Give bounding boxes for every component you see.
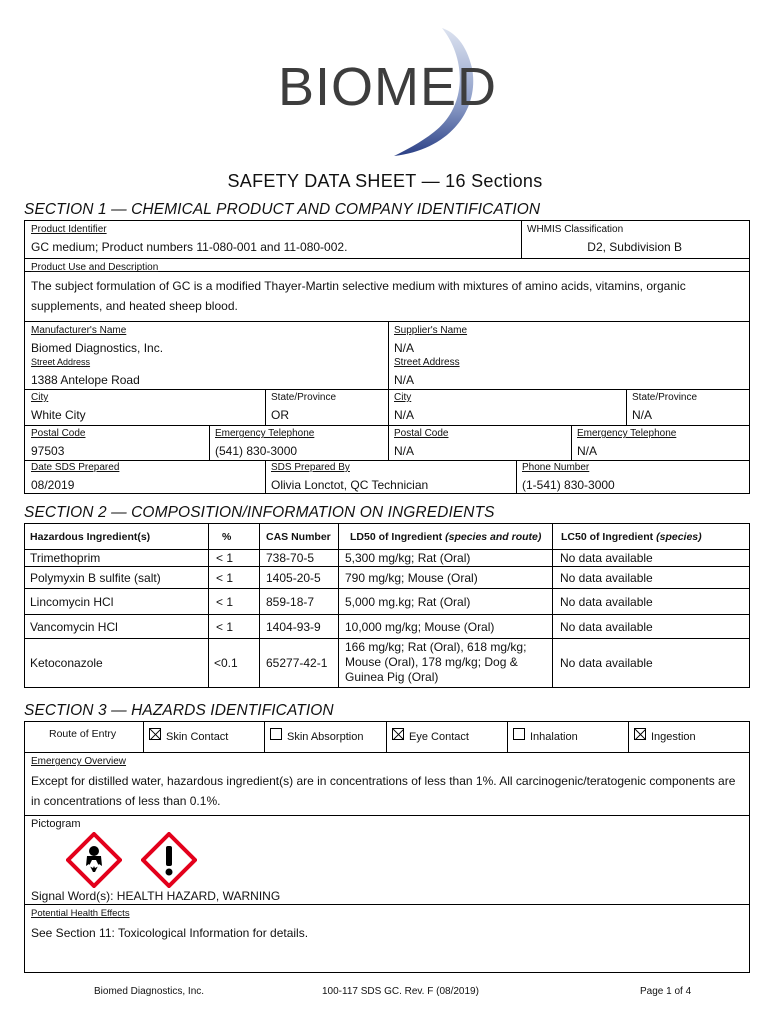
ingredient-name: Polymyxin B sulfite (salt) (30, 571, 161, 585)
ingredient-percent: < 1 (216, 595, 234, 609)
emergency-overview-label: Emergency Overview (31, 756, 127, 767)
header-lc50: LC50 of Ingredient (species) (561, 531, 702, 543)
supplier-state-label: State/Province (632, 392, 698, 403)
supplier-emergency-value: N/A (577, 444, 598, 458)
pictogram-label: Pictogram (31, 818, 81, 830)
biomed-logo (244, 28, 534, 158)
ingredient-percent: <0.1 (214, 656, 238, 670)
route-of-entry-label: Route of Entry (49, 728, 117, 740)
whmis-label: WHMIS Classification (527, 224, 624, 235)
prepared-by-value: Olivia Lonctot, QC Technician (271, 478, 429, 492)
section-3-heading: SECTION 3 — HAZARDS IDENTIFICATION (24, 702, 334, 719)
skin-contact-label: Skin Contact (166, 731, 229, 743)
ingredient-lc50: No data available (560, 620, 653, 634)
section-2-heading: SECTION 2 — COMPOSITION/INFORMATION ON INGREDIENTS (24, 504, 495, 521)
ingredient-cas: 738-70-5 (266, 551, 315, 565)
state-label: State/Province (271, 392, 337, 403)
skin-contact-checkbox[interactable] (149, 728, 161, 740)
exclamation-mark-icon (141, 832, 197, 888)
ingredient-percent: < 1 (216, 571, 234, 585)
supplier-emergency-label: Emergency Telephone (577, 428, 677, 439)
potential-health-effects-label: Potential Health Effects (31, 908, 130, 919)
supplier-postal-label: Postal Code (394, 428, 449, 439)
product-use-label: Product Use and Description (31, 262, 159, 273)
phone-number-value: (1-541) 830-3000 (522, 478, 615, 492)
potential-health-effects-text: See Section 11: Toxicological Information for details. (31, 926, 309, 940)
ingredient-cas: 1405-20-5 (266, 571, 321, 585)
health-hazard-icon (66, 832, 122, 888)
header-ld50: LD50 of Ingredient (species and route) (350, 531, 542, 543)
supplier-label: Supplier's Name (394, 325, 468, 336)
header-percent: % (222, 531, 232, 543)
ingredient-percent: < 1 (216, 620, 234, 634)
emergency-telephone-value: (541) 830-3000 (215, 444, 298, 458)
product-identifier-label: Product Identifier (31, 224, 107, 235)
emergency-telephone-label: Emergency Telephone (215, 428, 315, 439)
ingredient-ld50: 166 mg/kg; Rat (Oral), 618 mg/kg; Mouse (Oral), 178 mg/kg; Dog & Guinea Pig (Oral) (345, 640, 527, 684)
supplier-postal-value: N/A (394, 444, 415, 458)
footer-company: Biomed Diagnostics, Inc. (94, 986, 205, 997)
header-ingredient: Hazardous Ingredient(s) (30, 531, 151, 543)
phone-number-label: Phone Number (522, 462, 590, 473)
street-address-label: Street Address (31, 357, 91, 367)
supplier-street-value: N/A (394, 373, 415, 387)
ingredient-cas: 1404-93-9 (266, 620, 321, 634)
ingredient-name: Trimethoprim (30, 551, 101, 565)
postal-code-label: Postal Code (31, 428, 86, 439)
ingredient-name: Lincomycin HCl (30, 595, 114, 609)
inhalation-checkbox[interactable] (513, 728, 525, 740)
skin-absorption-checkbox[interactable] (270, 728, 282, 740)
skin-absorption-label: Skin Absorption (287, 731, 364, 743)
ingestion-checkbox[interactable] (634, 728, 646, 740)
product-use-text: The subject formulation of GC is a modified Thayer-Martin selective medium with mixtures of amino acids, vitamins, organic supplements, and heated sheep blood. (31, 279, 686, 313)
ingredient-name: Vancomycin HCl (30, 620, 118, 634)
ingredient-lc50: No data available (560, 551, 653, 565)
logo-wordmark: BIOMED (278, 57, 498, 117)
postal-code-value: 97503 (31, 444, 65, 458)
state-value: OR (271, 408, 289, 422)
ingredient-lc50: No data available (560, 656, 653, 670)
ingredient-cas: 65277-42-1 (266, 656, 328, 670)
eye-contact-checkbox[interactable] (392, 728, 404, 740)
supplier-city-label: City (394, 392, 412, 403)
ingredient-ld50: 10,000 mg/kg; Mouse (Oral) (345, 620, 495, 634)
ingredient-lc50: No data available (560, 595, 653, 609)
section-1-heading: SECTION 1 — CHEMICAL PRODUCT AND COMPANY IDENTIFICATION (24, 201, 541, 218)
eye-contact-label: Eye Contact (409, 731, 469, 743)
date-prepared-value: 08/2019 (31, 478, 75, 492)
footer-document-number: 100-117 SDS GC. Rev. F (08/2019) (322, 986, 479, 997)
supplier-state-value: N/A (632, 408, 653, 422)
whmis-value: D2, Subdivision B (587, 240, 682, 254)
ingredient-percent: < 1 (216, 551, 234, 565)
supplier-city-value: N/A (394, 408, 415, 422)
ingredient-cas: 859-18-7 (266, 595, 315, 609)
ingredient-ld50: 790 mg/kg; Mouse (Oral) (345, 571, 478, 585)
ingredient-lc50: No data available (560, 571, 653, 585)
header-cas: CAS Number (266, 531, 331, 543)
date-prepared-label: Date SDS Prepared (31, 462, 120, 473)
supplier-street-label: Street Address (394, 357, 460, 368)
manufacturer-value: Biomed Diagnostics, Inc. (31, 341, 164, 355)
street-address-value: 1388 Antelope Road (31, 373, 140, 387)
ingredient-ld50: 5,300 mg/kg; Rat (Oral) (345, 551, 471, 565)
document-title: SAFETY DATA SHEET — 16 Sections (227, 171, 543, 191)
city-label: City (31, 392, 49, 403)
supplier-value: N/A (394, 341, 415, 355)
inhalation-label: Inhalation (530, 731, 578, 743)
ingredient-ld50: 5,000 mg.kg; Rat (Oral) (345, 595, 471, 609)
city-value: White City (31, 408, 86, 422)
ingredient-name: Ketoconazole (30, 656, 103, 670)
product-identifier-value: GC medium; Product numbers 11-080-001 and 11-080-002. (31, 240, 348, 254)
signal-words: Signal Word(s): HEALTH HAZARD, WARNING (31, 889, 281, 903)
ingestion-label: Ingestion (651, 731, 696, 743)
manufacturer-label: Manufacturer's Name (31, 325, 127, 336)
footer-page-number: Page 1 of 4 (640, 986, 692, 997)
emergency-overview-text: Except for distilled water, hazardous ingredient(s) are in concentrations of less than 1%. All carcinogenic/teratogenic components are in concentrations of less than 0.1%. (31, 774, 736, 808)
prepared-by-label: SDS Prepared By (271, 462, 350, 473)
